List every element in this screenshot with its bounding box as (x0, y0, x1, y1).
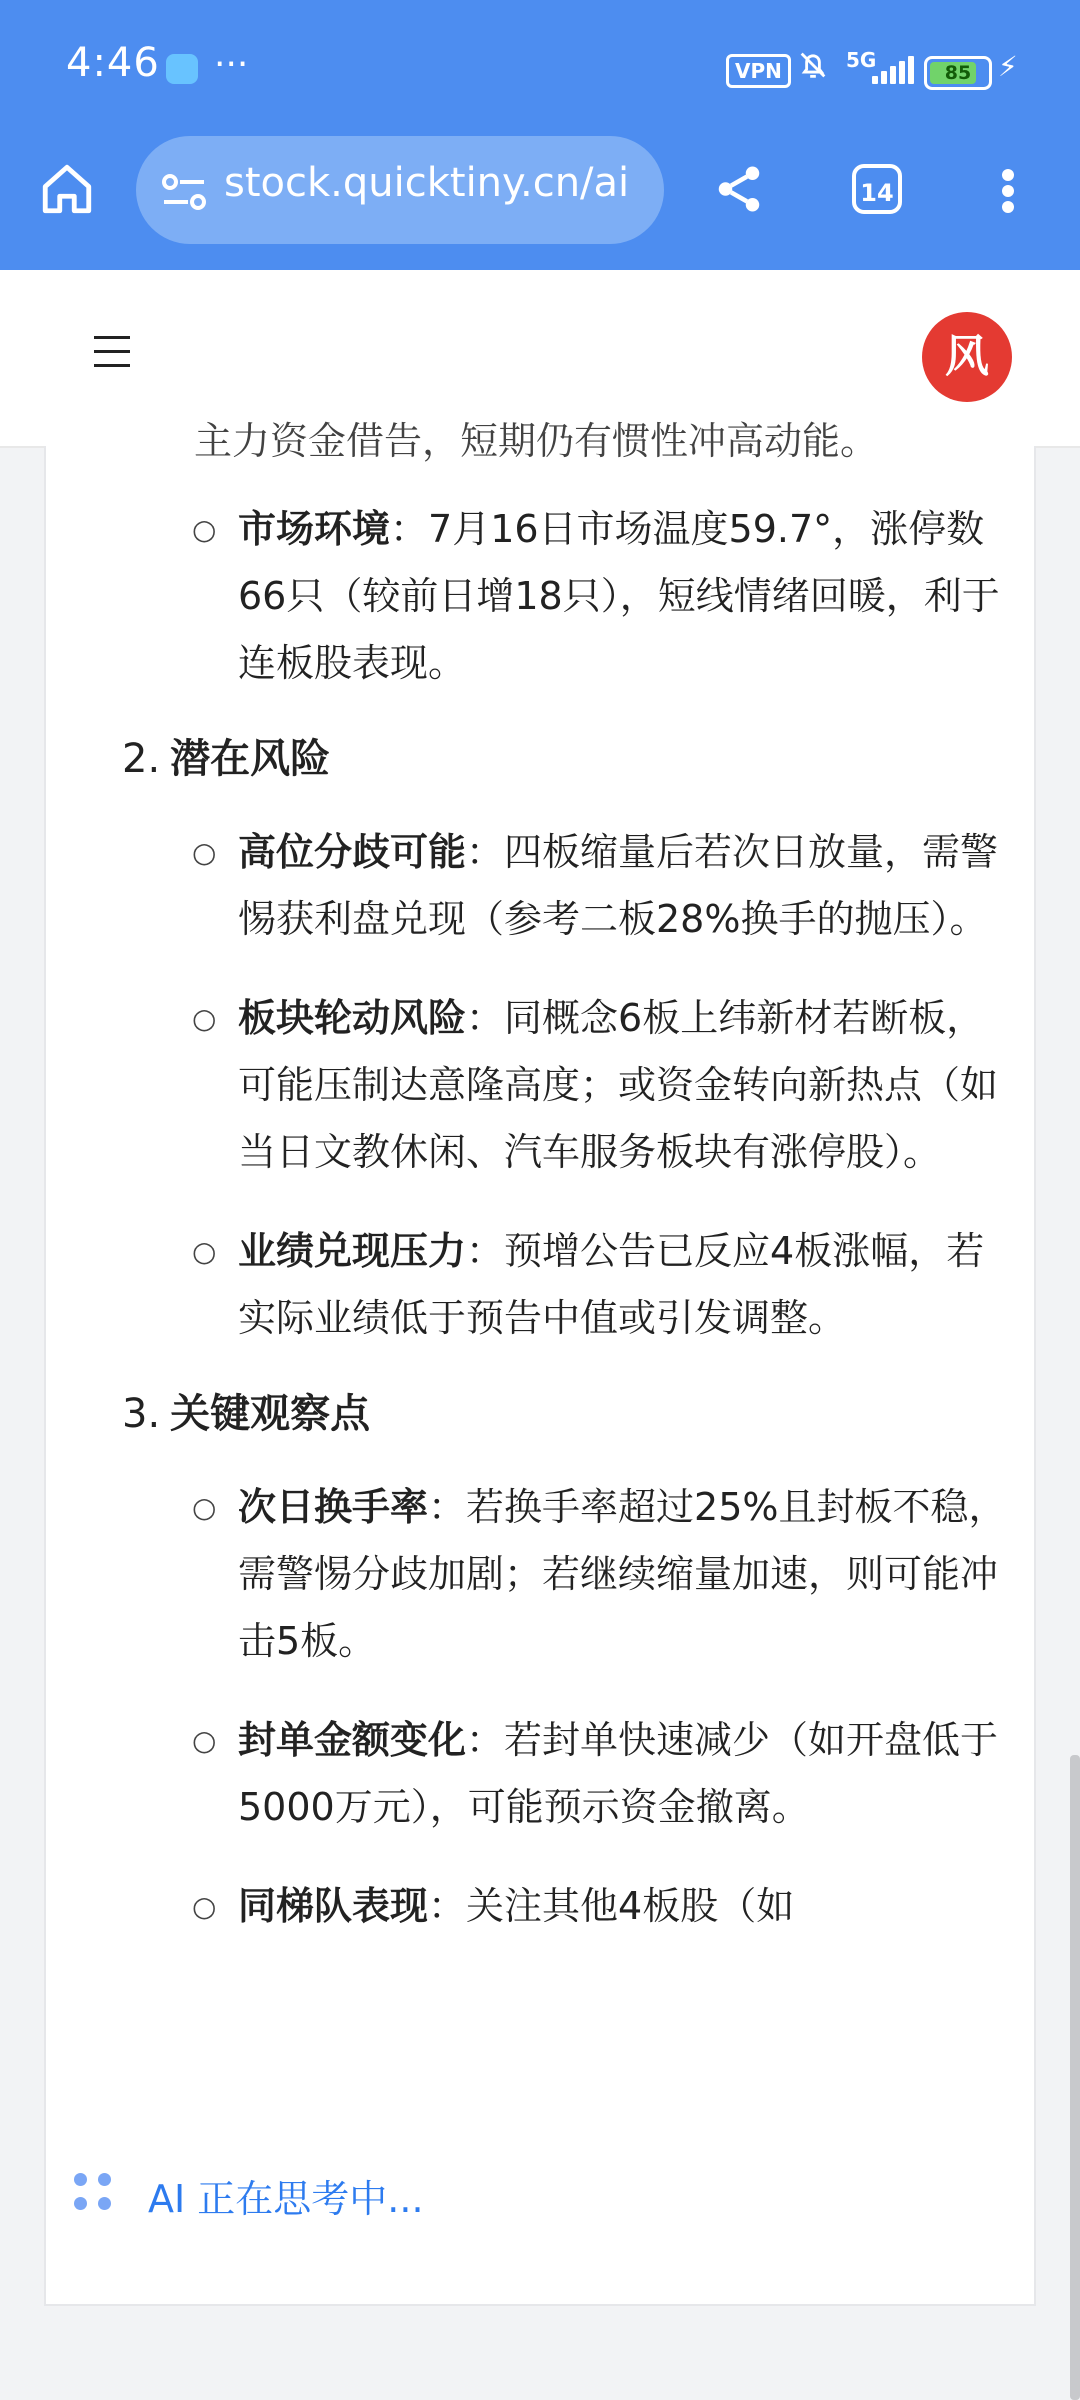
item-text: ：若封单快速减少（如开盘低于5000万元），可能预示资金撤离。 (238, 1718, 999, 1829)
network-type: 5G (846, 48, 877, 72)
section-heading (122, 1384, 1012, 1444)
list-item (82, 985, 1012, 1186)
section-title: 潜在风险 (170, 736, 331, 782)
share-icon[interactable] (712, 162, 766, 216)
section-number: 3. (122, 1391, 161, 1437)
ai-response-card (44, 419, 1036, 2306)
battery-percent: 85 (944, 62, 972, 84)
item-title: 板块轮动风险 (238, 996, 467, 1040)
thinking-text: AI 正在思考中... (148, 2177, 424, 2221)
section-title: 关键观察点 (170, 1391, 371, 1437)
status-time: 4:46 (66, 40, 160, 86)
status-bar (0, 0, 1080, 140)
section-number: 2. (122, 736, 161, 782)
partial-line: 主力资金借告，短期仍有惯性冲高动能。 (194, 419, 879, 463)
avatar[interactable]: 风 (922, 312, 1012, 402)
menu-icon[interactable] (94, 336, 132, 370)
bell-off-icon (796, 48, 830, 82)
more-vertical-icon[interactable] (1000, 162, 1016, 220)
browser-top-bar (0, 0, 1080, 270)
response-content (82, 496, 1012, 1972)
charging-icon: ⚡ (998, 50, 1018, 83)
list-item (82, 819, 1012, 953)
cloud-icon (166, 54, 198, 84)
item-title: 次日换手率 (238, 1485, 429, 1529)
tab-count-button[interactable]: 14 (852, 164, 902, 214)
item-title: 同梯队表现 (238, 1884, 429, 1928)
item-text: ：关注其他4板股（如 (428, 1884, 795, 1928)
url-text[interactable]: stock.quicktiny.cn/ai (224, 160, 630, 206)
thinking-indicator (74, 2168, 424, 2223)
vpn-icon: VPN (726, 54, 791, 88)
mute-bell-icon (796, 48, 830, 91)
item-text: ：7月16日市场温度59.7°，涨停数66只（较前日增18只），短线情绪回暖，利于连板股表现。 (238, 507, 1000, 685)
item-text: ：四板缩量后若次日放量，需警惕获利盘兑现（参考二板28%换手的抛压）。 (238, 830, 999, 941)
scrollbar[interactable] (1070, 1755, 1080, 2400)
list-item (82, 1218, 1012, 1352)
home-icon[interactable] (38, 160, 96, 218)
status-more-icon: ··· (214, 44, 249, 85)
browser-nav (0, 136, 1080, 270)
item-title: 高位分歧可能 (238, 830, 467, 874)
item-title: 市场环境 (238, 507, 391, 551)
list-item (82, 1707, 1012, 1841)
loading-dots-icon (74, 2173, 120, 2219)
list-item (82, 1474, 1012, 1675)
address-bar[interactable] (136, 136, 664, 244)
item-text: ：预增公告已反应4板涨幅，若实际业绩低于预告中值或引发调整。 (238, 1229, 985, 1340)
item-text: ：若换手率超过25%且封板不稳，需警惕分歧加剧；若继续缩量加速，则可能冲击5板。 (238, 1485, 1007, 1663)
battery-icon (924, 56, 992, 90)
item-title: 业绩兑现压力 (238, 1229, 467, 1273)
signal-strength-icon (872, 56, 914, 84)
list-item (82, 1873, 1012, 1940)
section-heading (122, 729, 1012, 789)
list-item (82, 496, 1012, 697)
site-settings-icon[interactable] (160, 172, 208, 212)
item-title: 封单金额变化 (238, 1718, 467, 1762)
item-text: ：同概念6板上纬新材若断板，可能压制达意隆高度；或资金转向新热点（如当日文教休闲、汽车服务板块有涨停股）。 (238, 996, 999, 1174)
